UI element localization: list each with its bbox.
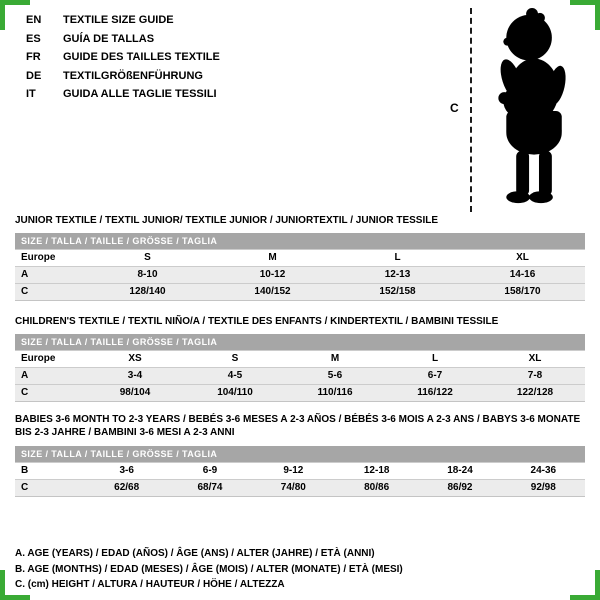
table-cell: S <box>231 353 239 364</box>
footnote-c: C. (cm) HEIGHT / ALTURA / HAUTEUR / HÖHE / ALTEZZA <box>15 579 285 590</box>
language-code: FR <box>26 51 41 63</box>
table-cell: M <box>268 252 277 263</box>
size-table-children <box>15 334 585 402</box>
table-cell: 152/158 <box>379 286 416 297</box>
table-cell: XL <box>528 353 542 364</box>
table-cell: 122/128 <box>516 387 554 398</box>
footnote-b: B. AGE (MONTHS) / EDAD (MESES) / ÂGE (MOIS) / ALTER (MONATE) / ETÀ (MESI) <box>15 563 403 575</box>
table-cell: 18-24 <box>447 465 473 476</box>
height-measure-label: C <box>450 101 459 115</box>
size-table-header: SIZE / TALLA / TAILLE / GRÖSSE / TAGLIA <box>15 233 585 249</box>
language-row <box>26 11 220 30</box>
language-code: ES <box>26 32 41 45</box>
frame-corner-bottom-right <box>570 570 600 600</box>
table-cell: 62/68 <box>114 482 140 493</box>
size-table-header: SIZE / TALLA / TAILLE / GRÖSSE / TAGLIA <box>15 446 585 462</box>
language-code: IT <box>26 88 36 100</box>
table-cell: L <box>431 353 439 364</box>
table-cell: 5-6 <box>327 370 343 381</box>
language-row <box>26 85 220 104</box>
table-title-children: CHILDREN'S TEXTILE / TEXTIL NIÑO/A / TEXTILE DES ENFANTS / KINDERTEXTIL / BAMBINI TESSILE <box>15 316 499 327</box>
language-code: DE <box>26 69 42 82</box>
table-title-junior: JUNIOR TEXTILE / TEXTIL JUNIOR/ TEXTILE JUNIOR / JUNIORTEXTIL / JUNIOR TESSILE <box>15 215 439 226</box>
table-cell: 110/116 <box>317 387 353 398</box>
table-cell: 3-6 <box>119 465 134 476</box>
table-row <box>15 350 585 367</box>
language-row <box>26 48 220 67</box>
table-cell: 14-16 <box>509 269 536 280</box>
table-cell: L <box>394 252 401 263</box>
language-title: TEXTILE SIZE GUIDE <box>63 14 174 26</box>
row-label: C <box>21 286 29 297</box>
language-title: GUIDA ALLE TAGLIE TESSILI <box>63 88 217 100</box>
table-cell: 10-12 <box>259 269 286 280</box>
language-list <box>26 11 220 104</box>
baby-figure <box>444 6 596 216</box>
table-row <box>15 283 585 300</box>
row-label: C <box>21 482 29 493</box>
table-cell: 8-10 <box>137 269 158 280</box>
table-cell: 80/86 <box>364 482 390 493</box>
table-row <box>15 479 585 496</box>
table-cell: 9-12 <box>283 465 304 476</box>
table-title-babies: BABIES 3-6 MONTH TO 2-3 YEARS / BEBÉS 3-6 MESES A 2-3 AÑOS / BÉBÉS 3-6 MOIS A 2-3 ANS / BABYS 3-6 MONATE BIS 2-3 JAHRE / BAMBINI 3-6 MESI A 2-3 ANNI <box>15 414 581 438</box>
row-label: Europe <box>21 252 56 263</box>
table-cell: 92/98 <box>530 482 556 493</box>
table-cell: XS <box>128 353 142 364</box>
language-title: GUÍA DE TALLAS <box>63 32 155 45</box>
language-title: TEXTILGRÖßENFÜHRUNG <box>63 69 203 82</box>
size-table-babies <box>15 446 585 497</box>
height-measure-line <box>470 8 472 212</box>
table-cell: 12-18 <box>363 465 390 476</box>
language-row <box>26 67 220 86</box>
table-cell: 68/74 <box>197 482 223 493</box>
row-label: A <box>21 269 29 280</box>
size-table-junior <box>15 233 585 301</box>
table-cell: 3-4 <box>127 370 143 381</box>
row-label: Europe <box>21 353 56 364</box>
table-row <box>15 384 585 401</box>
table-cell: 74/80 <box>280 482 306 493</box>
table-cell: 140/152 <box>254 286 291 297</box>
table-cell: S <box>144 252 151 263</box>
table-cell: 6-7 <box>427 370 443 381</box>
table-cell: 98/104 <box>119 387 151 398</box>
row-label: A <box>21 370 29 381</box>
table-cell: 7-8 <box>527 370 543 381</box>
table-cell: 86/92 <box>447 482 473 493</box>
baby-silhouette <box>482 6 592 214</box>
table-cell: 12-13 <box>384 269 411 280</box>
language-row <box>26 30 220 49</box>
table-cell: 4-5 <box>227 370 243 381</box>
table-row <box>15 249 585 266</box>
table-cell: 104/110 <box>217 387 253 398</box>
row-label: C <box>21 387 29 398</box>
table-row <box>15 367 585 384</box>
table-cell: 116/122 <box>417 387 453 398</box>
language-code: EN <box>26 14 42 26</box>
table-row <box>15 462 585 479</box>
table-cell: 158/170 <box>504 286 541 297</box>
language-title: GUIDE DES TAILLES TEXTILE <box>63 51 220 63</box>
table-cell: 24-36 <box>530 465 557 476</box>
table-cell: XL <box>516 252 529 263</box>
row-label: B <box>21 465 29 476</box>
table-row <box>15 266 585 283</box>
footnote-a: A. AGE (YEARS) / EDAD (AÑOS) / ÂGE (ANS) / ALTER (JAHRE) / ETÀ (ANNI) <box>15 548 375 559</box>
footnotes <box>15 546 403 593</box>
size-table-header: SIZE / TALLA / TAILLE / GRÖSSE / TAGLIA <box>15 334 585 350</box>
table-cell: 6-9 <box>202 465 218 476</box>
table-cell: 128/140 <box>129 286 166 297</box>
table-cell: M <box>330 353 340 364</box>
